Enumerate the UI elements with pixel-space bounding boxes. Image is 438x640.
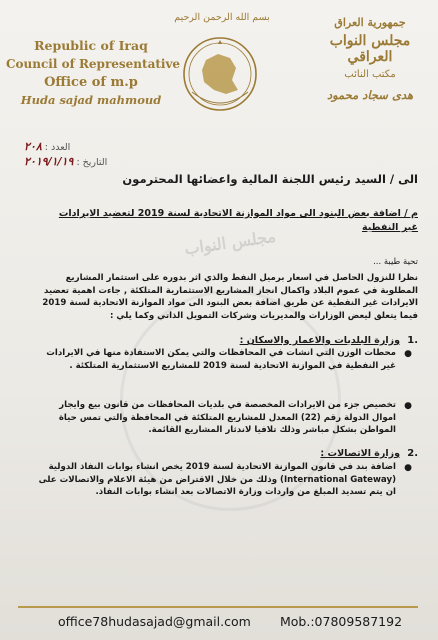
section-2-number: 2. — [407, 448, 418, 459]
reference-number-label: العدد : — [44, 142, 71, 153]
section-2-title: وزارة الاتصالات : — [320, 448, 400, 459]
section-1-title: وزارة البلديات والاعمار والاسكان : — [239, 335, 400, 346]
intro-paragraph: نظرا للنزول الحاصل في اسعار برميل النفط والذي اثر بدوره على استثمار المشاريع المطلوبة في عموم البلاد واكمال انجاز المشاريع الاستثمارية المتلكئة , جاءت اهمية تعضيد الايرادات غير النفطية عن طريق اضافة بعض البنود الى مواد الموازنة الاتحادية لسنة 2019 فيما يتعلق ليعض الوزارات والمديريات وشركات التمويل الذاتي وكما يلي : — [42, 273, 418, 321]
footer-email: office78hudasajad@gmail.com — [58, 614, 251, 629]
footer-rule — [18, 606, 418, 608]
letterhead-arabic — [310, 16, 430, 102]
greeting: تحية طيبة ... — [373, 257, 418, 267]
letterhead-en-name: Huda sajad mahmoud — [20, 93, 162, 107]
section-1-bullet-2: تخصيص جزء من الايرادات المخصصة في بلديات المحافظات من قانون بيع وايجار اموال الدولة رقم (22) المعدل للمشاريع المتلكئة في المحافظة والتي تمس حياة المواطن بشكل مباشر وذلك تلافيا لاندثار المشاريع القائمة. — [58, 400, 396, 436]
letterhead-en-council: Council of Representative — [6, 57, 181, 71]
letterhead-en-office: Office of m.p — [44, 75, 138, 90]
basmala: بسم الله الرحمن الرحيم — [174, 12, 270, 23]
reference-number — [24, 140, 144, 153]
reference-date-value: ٢٠١٩/١/١٩ — [24, 155, 74, 168]
reference-date — [24, 155, 144, 168]
subject-line: م / اضافة بعض البنود الى مواد الموازنة الاتحادية لسنة 2019 لتعضيد الايرادات غير النفطية — [58, 208, 418, 233]
letterhead-ar-office: مكتب النائب — [344, 69, 396, 80]
section-1-bullet-1: محطات الوزن التي انشات في المحافظات والتي يمكن الاستفادة منها في الايرادات غير النفطية في الموازنة الاتحادية لسنة 2019 للمشاريع الاستثمارية المتلكئة . — [46, 348, 396, 371]
bullet-dot: ● — [404, 349, 412, 359]
addressee: الى / السيد رئيس اللجنة المالية واعضائها المحترمون — [122, 172, 418, 186]
bullet-dot: ● — [404, 463, 412, 473]
letterhead-english — [6, 38, 181, 107]
footer — [0, 598, 438, 640]
letterhead-en-country: Republic of Iraq — [34, 38, 148, 53]
reference-number-value: ٢٠٨ — [24, 140, 42, 153]
letterhead-ar-council: مجلس النواب العراقي — [329, 33, 411, 65]
letterhead-ar-country: جمهورية العراق — [334, 16, 406, 29]
section-2-bullet-1: اضافة بند في قانون الموازنة الاتحادية لسنة 2019 يخص انشاء بوابات النفاذ الدولية (International Gateway) وذلك من خلال الاقتراض من هيئة الاعلام والاتصالات على ان يتم تسديد المبلغ من واردات وزارة الاتصالات بعد انشاء بوابات النفاذ. — [38, 462, 396, 498]
footer-phone: Mob.:07809587192 — [280, 614, 403, 629]
iraq-emblem-icon — [180, 32, 260, 116]
watermark-text: مجلس النواب — [183, 226, 277, 259]
reference-date-label: التاريخ : — [76, 157, 108, 168]
letterhead-ar-name: هدى سجاد محمود — [326, 88, 414, 102]
bullet-dot: ● — [404, 401, 412, 411]
section-1-number: 1. — [407, 335, 418, 346]
